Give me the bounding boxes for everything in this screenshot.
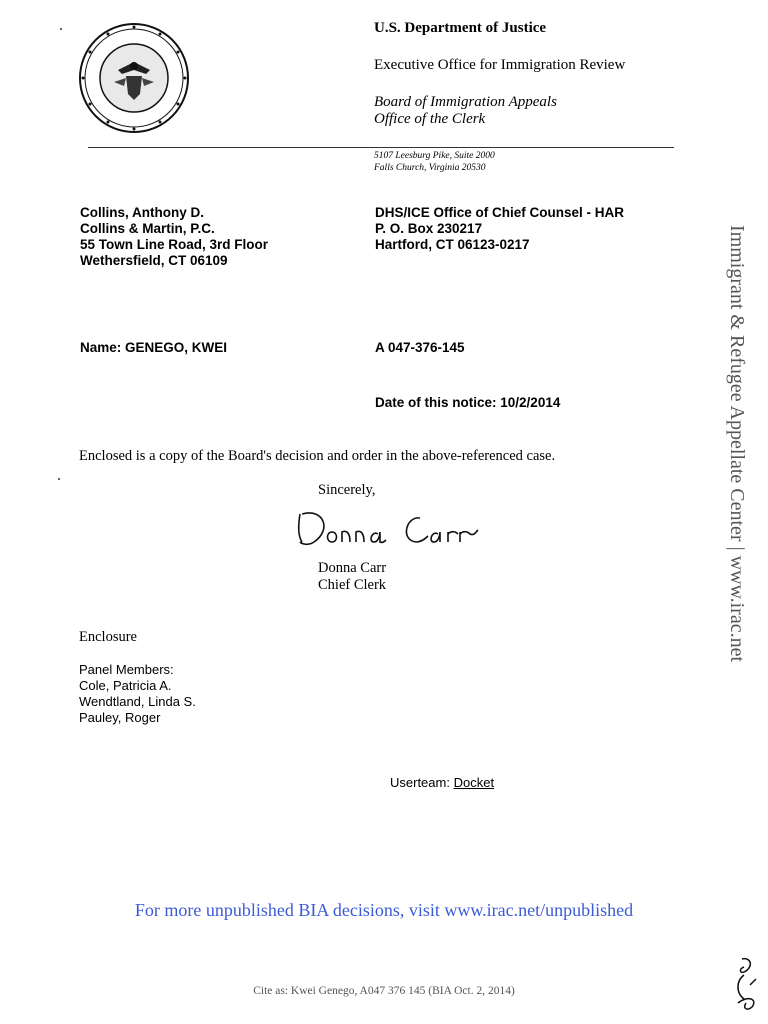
panel-label: Panel Members: <box>79 662 174 677</box>
userteam-value: Docket <box>453 775 495 790</box>
signer-block <box>318 560 386 594</box>
department-name: U.S. Department of Justice <box>374 20 547 36</box>
address-line: P. O. Box 230217 <box>375 221 483 236</box>
board-city: Falls Church, Virginia 20530 <box>374 163 486 173</box>
enclosure-label: Enclosure <box>79 629 137 645</box>
board-name <box>374 94 557 128</box>
signer-title: Chief Clerk <box>318 577 387 593</box>
dhs-address <box>375 205 624 253</box>
body-text: Enclosed is a copy of the Board's decision and order in the above-referenced case. <box>79 448 556 464</box>
office-name: Executive Office for Immigration Review <box>374 57 626 73</box>
name-value: GENEGO, KWEI <box>125 340 228 355</box>
date-value: 10/2/2014 <box>500 395 561 410</box>
board-address <box>374 150 495 174</box>
userteam <box>390 775 494 790</box>
scan-speck <box>58 478 60 480</box>
doj-seal-icon <box>78 22 190 134</box>
promo-link[interactable]: For more unpublished BIA decisions, visit www.irac.net/unpublished <box>134 900 634 920</box>
watermark-text: Immigrant & Refugee Appellate Center | www.irac.net <box>726 225 748 663</box>
userteam-label: Userteam: <box>390 775 450 790</box>
board-street: 5107 Leesburg Pike, Suite 2000 <box>374 151 495 161</box>
address-line: DHS/ICE Office of Chief Counsel - HAR <box>375 205 625 220</box>
respondent-name <box>80 340 227 355</box>
handwritten-initials-icon <box>728 955 764 1013</box>
counsel-address <box>80 205 268 269</box>
panel-member: Wendtland, Linda S. <box>79 694 196 709</box>
board-line: Board of Immigration Appeals <box>374 94 557 110</box>
address-line: Collins, Anthony D. <box>80 205 204 220</box>
name-label: Name: <box>80 340 122 355</box>
handwritten-signature <box>292 502 492 552</box>
citation: Cite as: Kwei Genego, A047 376 145 (BIA Oct. 2, 2014) <box>253 985 515 997</box>
watermark-sidebar <box>718 225 752 800</box>
clerk-office-line: Office of the Clerk <box>374 111 486 127</box>
alien-number: A 047-376-145 <box>375 340 465 355</box>
notice-date <box>375 395 560 410</box>
panel-member: Pauley, Roger <box>79 710 161 725</box>
address-line: Collins & Martin, P.C. <box>80 221 215 236</box>
panel-member: Cole, Patricia A. <box>79 678 172 693</box>
closing: Sincerely, <box>318 482 376 498</box>
header-divider <box>88 147 674 148</box>
scan-speck <box>60 28 62 30</box>
address-line: 55 Town Line Road, 3rd Floor <box>80 237 269 252</box>
date-label: Date of this notice: <box>375 395 497 410</box>
panel-members <box>79 662 196 726</box>
signer-name: Donna Carr <box>318 560 387 576</box>
address-line: Wethersfield, CT 06109 <box>80 253 228 268</box>
address-line: Hartford, CT 06123-0217 <box>375 237 530 252</box>
